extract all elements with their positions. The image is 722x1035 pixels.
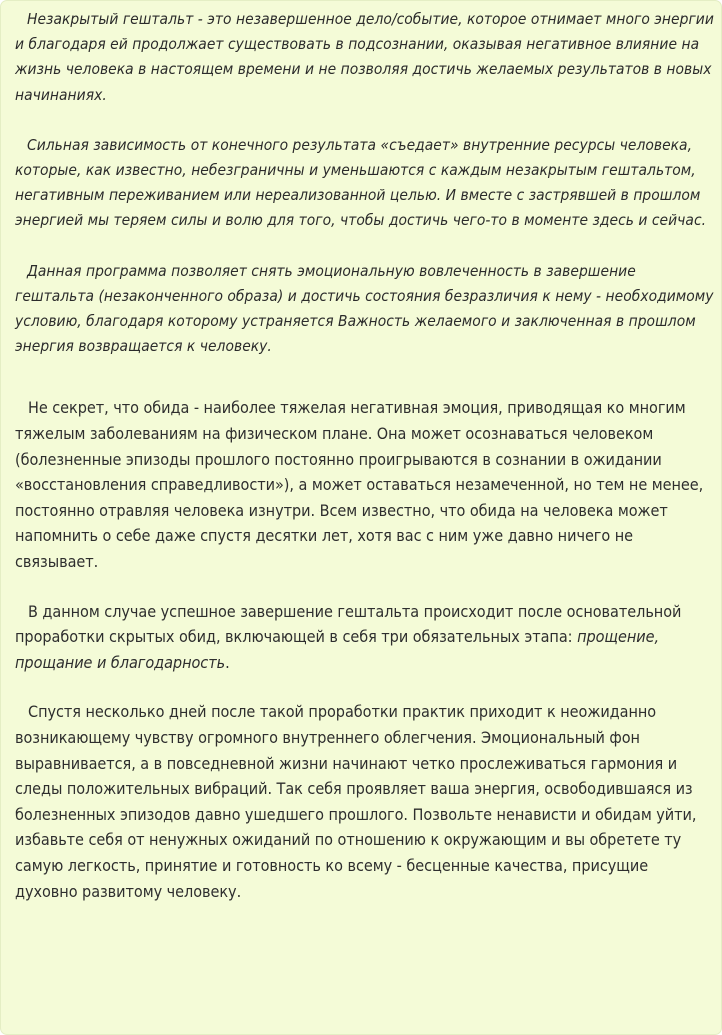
section-obida-body <box>15 395 715 904</box>
section-gestalt-intro <box>15 7 715 359</box>
paragraph <box>15 599 715 676</box>
section-divider-space <box>15 359 709 395</box>
paragraph: Данная программа позволяет снять эмоциональную вовлеченность в завершение гештальта (незаконченного образа) и достичь состояния безразличия к нему - необходимому условию, благодаря которому устраняется Важность желаемого и заключенная в прошлом энергия возвращается к человеку. <box>15 261 714 356</box>
paragraph <box>15 699 715 904</box>
text-run: . <box>225 652 230 672</box>
emphasized-text: прощение, прощание и благодарность <box>15 627 660 672</box>
paragraph: Сильная зависимость от конечного результата «съедает» внутренние ресурсы человека, которые, как известно, небезграничны и уменьшаются с каждым незакрытым гештальтом, негативным переживанием или нереализованной целью. И вместе с застрявшей в прошлом энергией мы теряем силы и волю для того, чтобы достичь чего-то в моменте здесь и сейчас. <box>15 135 707 230</box>
text-run: Спустя несколько дней после такой проработки практик приходит к неожиданно возникающему чувству огромного внутреннего облегчения. Эмоциональный фон выравнивается, а в повседневной жизни начинают четко прослеживаться гармония и следы положительных вибраций. Так себя проявляет ваша энергия, освободившаяся из болезненных эпизодов давно ушедшего прошлого. Позвольте ненависти и обидам уйти, избавьте себя от ненужных ожиданий по отношению к окружающим и вы обретете ту самую легкость, принятие и готовность ко всему - бесценные качества, присущие духовно развитому человеку. <box>15 702 697 901</box>
paragraph: Незакрытый гештальт - это незавершенное дело/событие, которое отнимает много энергии и благодаря ей продолжает существовать в подсознании, оказывая негативное влияние на жизнь человека в настоящем времени и не позволяя достичь желаемых результатов в новых начинаниях. <box>15 10 714 104</box>
text-run: В данном случае успешное завершение гештальта происходит после основательной проработки скрытых обид, включающей в себя три обязательных этапа: <box>15 601 682 647</box>
paragraph <box>15 395 715 574</box>
text-run: Не секрет, что обида - наиболее тяжелая негативная эмоция, приводящая ко многим тяжелым заболеваниям на физическом плане. Она может осознаваться человеком (болезненные эпизоды прошлого постоянно проигрываются в сознании в ожидании «восстановления справедливости»), а может оставаться незамеченной, но тем не менее, постоянно отравляя человека изнутри. Всем известно, что обида на человека может напомнить о себе даже спустя десятки лет, хотя вас с ним уже давно ничего не связывает. <box>15 398 704 571</box>
